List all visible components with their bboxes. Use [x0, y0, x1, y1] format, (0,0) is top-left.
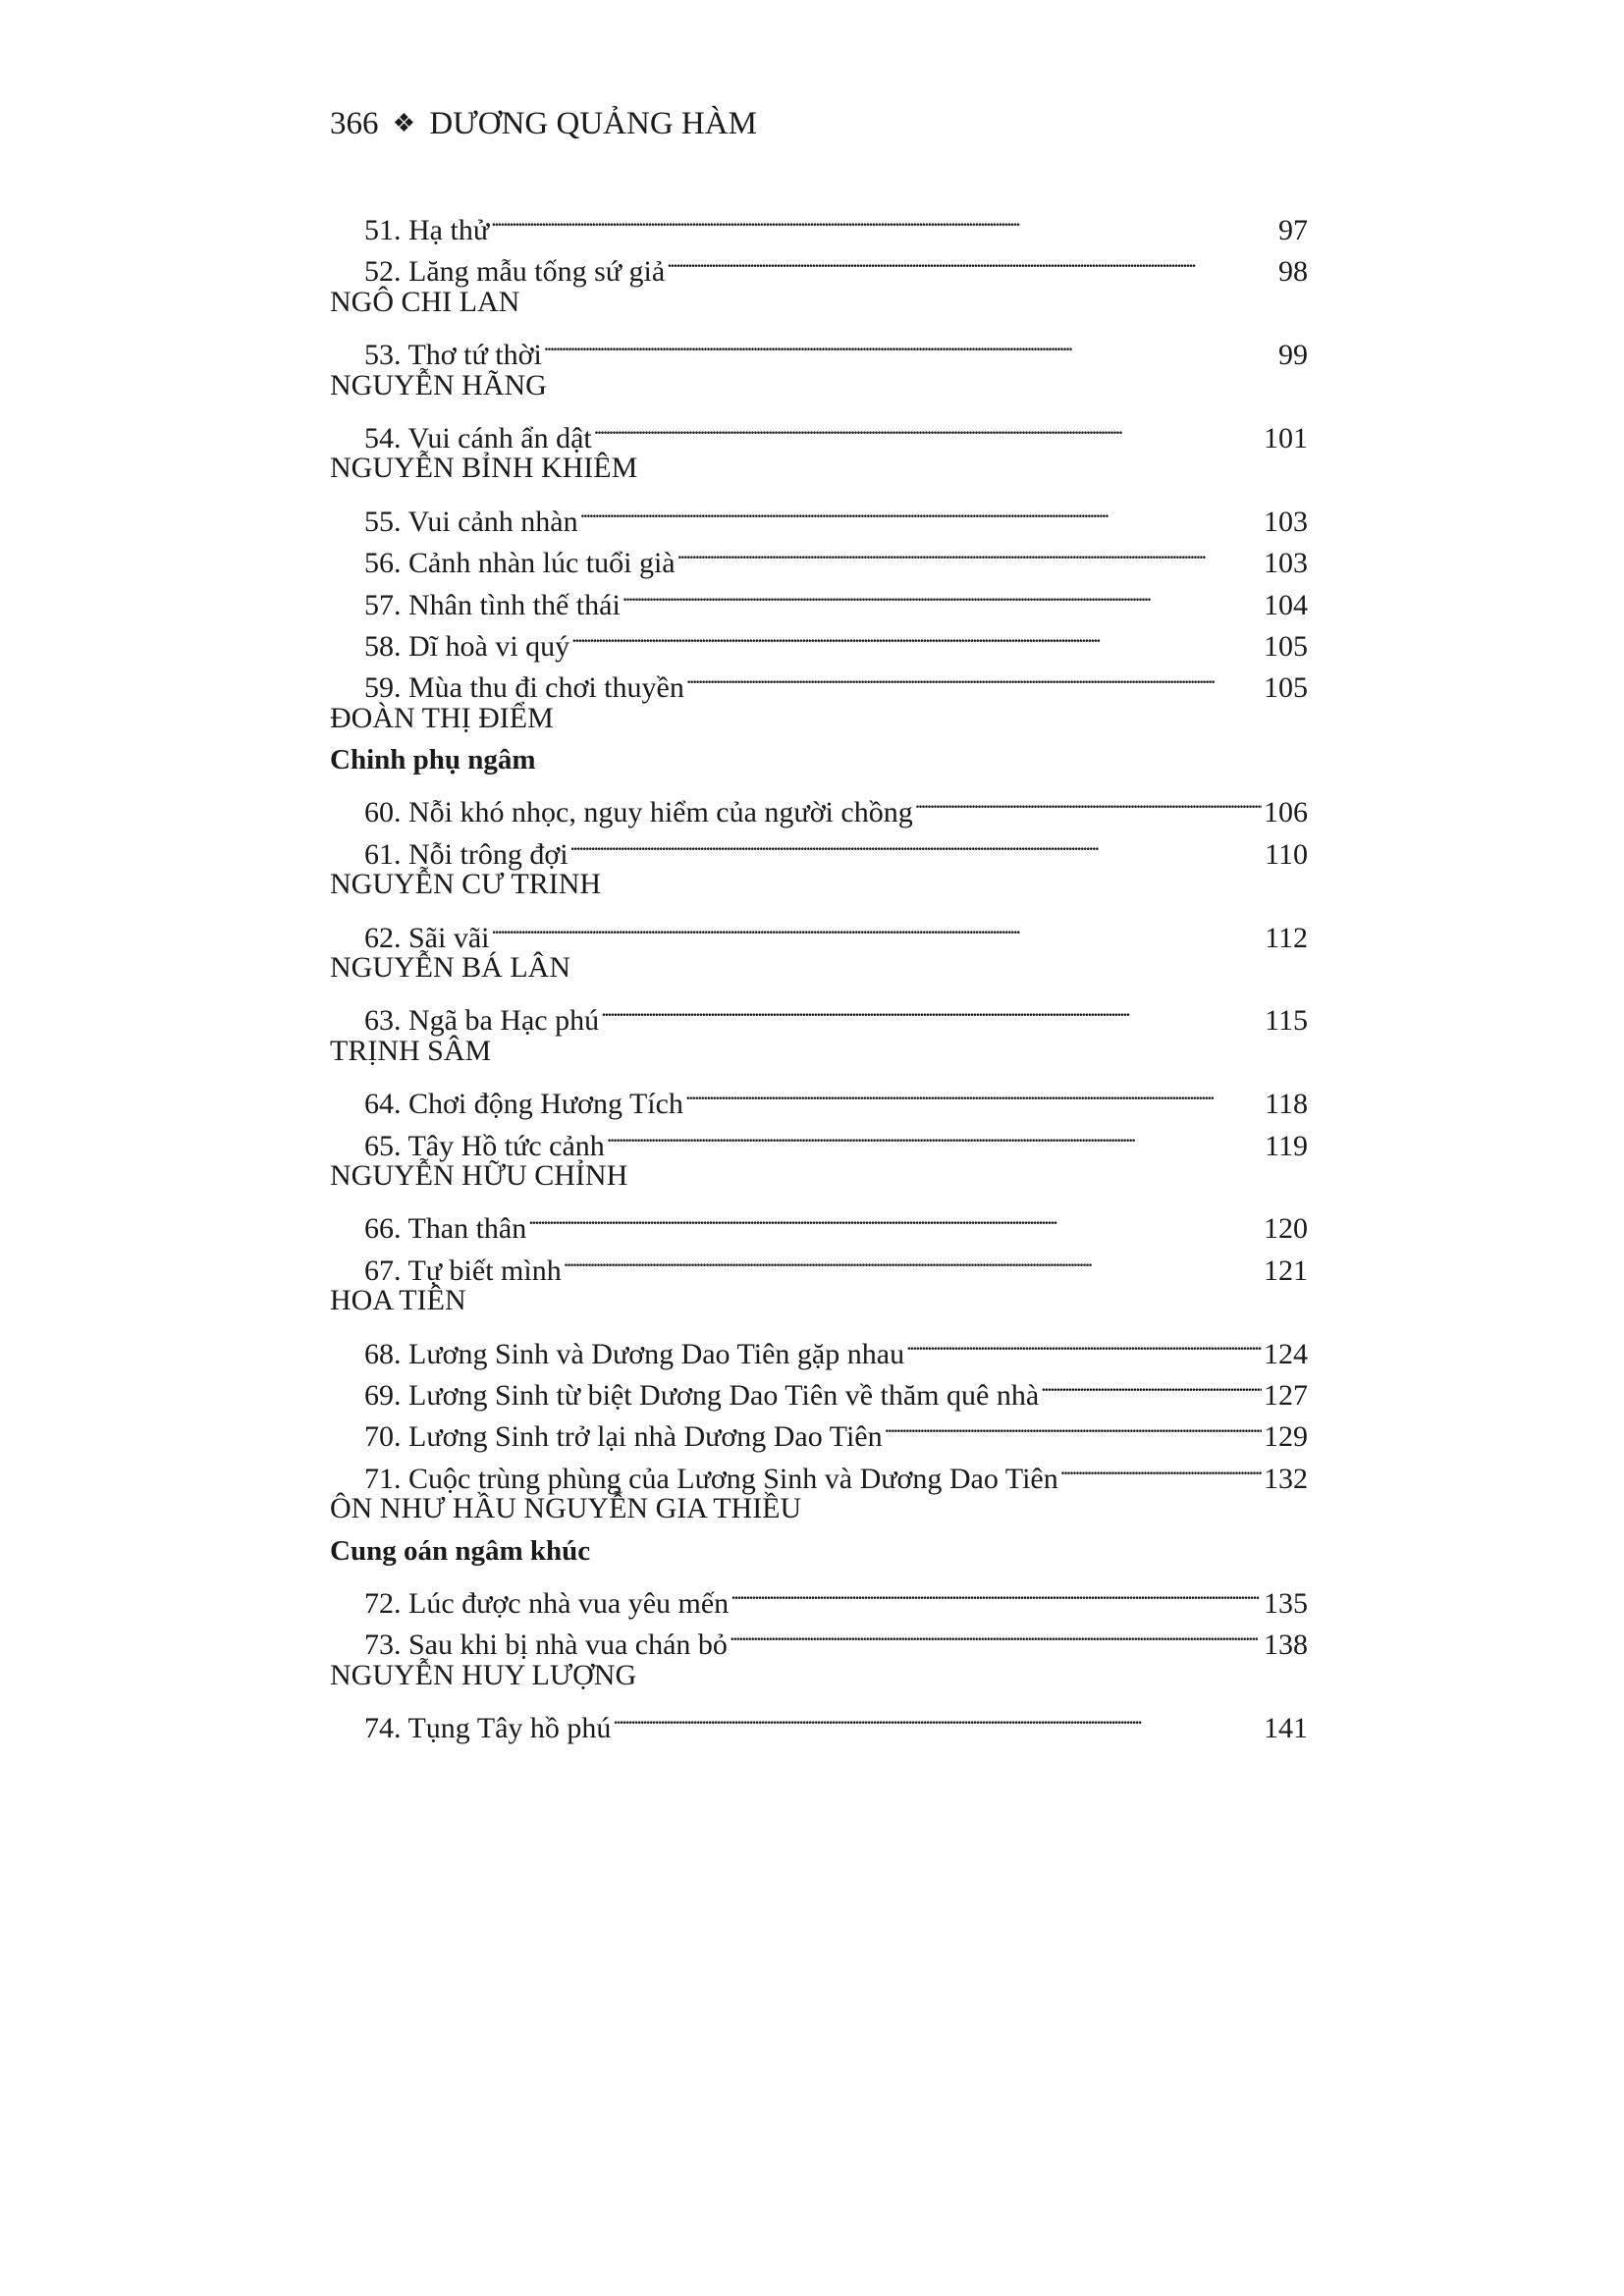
- toc-entry-page: 129: [1264, 1420, 1308, 1454]
- toc-entry: [330, 656, 1308, 705]
- toc-entry-page: 97: [1278, 214, 1308, 246]
- dot-leader: [730, 1613, 1262, 1654]
- toc-author-heading: HOA TIÊN: [330, 1284, 466, 1317]
- toc-entry-title: 63. Ngã ba Hạc phú: [364, 1004, 600, 1038]
- diamond-separator-icon: ❖: [392, 109, 416, 137]
- toc-author-heading: NGÔ CHI LAN: [330, 285, 520, 318]
- toc-entry-page: 120: [1264, 1212, 1308, 1246]
- toc-author-heading: NGUYỄN HÃNG: [330, 368, 547, 401]
- page-number: 366: [330, 106, 379, 141]
- toc-entry: [330, 1447, 1308, 1495]
- toc-entry: [330, 614, 1308, 663]
- toc-entry: [330, 1114, 1308, 1162]
- toc-entry-title: 66. Than thân: [364, 1212, 527, 1246]
- dot-leader: [491, 198, 1276, 240]
- toc-entry-title: 70. Lương Sinh trở lại nhà Dương Dao Tiên: [364, 1420, 883, 1454]
- toc-author-heading: TRỊNH SÂM: [330, 1034, 492, 1067]
- toc-entry-title: 74. Tụng Tây hồ phú: [364, 1712, 612, 1745]
- toc-entry: [330, 1197, 1308, 1246]
- toc-entry-title: 58. Dĩ hoà vi quý: [364, 629, 570, 663]
- toc-author-heading: NGUYỄN BÁ LÂN: [330, 951, 570, 985]
- toc-entry-title: 71. Cuộc trùng phùng của Lương Sinh và Dương Dao Tiên: [364, 1462, 1058, 1495]
- toc-entry-page: 98: [1278, 255, 1308, 289]
- dot-leader: [885, 1405, 1262, 1446]
- toc-entry-page: 124: [1264, 1337, 1308, 1370]
- toc-entry-page: 121: [1264, 1254, 1308, 1287]
- toc-entry-page: 105: [1264, 671, 1308, 705]
- toc-entry-title: 56. Cảnh nhàn lúc tuổi già: [364, 547, 676, 580]
- dot-leader: [1060, 1447, 1262, 1488]
- dot-leader: [906, 1322, 1262, 1363]
- toc-entry-title: 69. Lương Sinh từ biệt Dương Dao Tiên về thăm quê nhà: [364, 1378, 1040, 1412]
- toc-entry: [330, 906, 1308, 954]
- toc-entry-page: 104: [1264, 588, 1308, 621]
- toc-author-heading: NGUYỄN CƯ TRINH: [330, 868, 602, 901]
- toc-entry: [330, 406, 1308, 454]
- dot-leader: [731, 1572, 1262, 1613]
- toc-entry-page: 110: [1265, 837, 1308, 871]
- dot-leader: [571, 614, 1262, 656]
- dot-leader: [667, 240, 1276, 281]
- toc-entry: [330, 490, 1308, 538]
- running-header-author: DƯƠNG QUẢNG HÀM: [429, 106, 757, 141]
- toc-entry-title: 55. Vui cảnh nhàn: [364, 505, 578, 538]
- toc-entry: [330, 240, 1308, 289]
- toc-entry: [330, 1072, 1308, 1121]
- dot-leader: [686, 656, 1262, 697]
- dot-leader: [607, 1114, 1263, 1155]
- toc-entry-title: 72. Lúc được nhà vua yêu mến: [364, 1586, 730, 1620]
- toc-entry-page: 119: [1265, 1129, 1308, 1162]
- running-header: [330, 98, 757, 151]
- toc-entry-page: 106: [1264, 796, 1308, 829]
- dot-leader: [601, 988, 1263, 1030]
- toc-entry: [330, 1239, 1308, 1287]
- toc-entry-page: 99: [1278, 339, 1308, 372]
- toc-author-heading: ÔN NHƯ HẦU NGUYỄN GIA THIỀU: [330, 1492, 802, 1525]
- toc-entry: [330, 531, 1308, 580]
- dot-leader: [492, 906, 1264, 947]
- dot-leader: [677, 531, 1262, 572]
- dot-leader: [1041, 1363, 1262, 1405]
- dot-leader: [623, 573, 1262, 614]
- dot-leader: [613, 1696, 1262, 1737]
- toc-entry-title: 73. Sau khi bị nhà vua chán bỏ: [364, 1629, 728, 1662]
- toc-entry-page: 115: [1265, 1004, 1308, 1038]
- dot-leader: [915, 780, 1262, 822]
- toc-entry: [330, 1363, 1308, 1412]
- toc-entry: [330, 1322, 1308, 1370]
- toc-author-heading: NGUYỄN HUY LƯỢNG: [330, 1658, 637, 1691]
- toc-entry: [330, 823, 1308, 871]
- toc-entry-title: 54. Vui cánh ẩn dật: [364, 421, 592, 454]
- toc-entry-title: 59. Mùa thu đi chơi thuyền: [364, 671, 684, 705]
- toc-entry-title: 60. Nỗi khó nhọc, nguy hiểm của người chồng: [364, 796, 913, 829]
- toc-entry-page: 127: [1264, 1378, 1308, 1412]
- toc-entry-page: 105: [1264, 629, 1308, 663]
- toc-entry-page: 118: [1265, 1088, 1308, 1121]
- toc-entry-title: 53. Thơ tứ thời: [364, 339, 542, 372]
- toc-entry-title: 61. Nỗi trông đợi: [364, 837, 568, 871]
- toc-entry-page: 112: [1265, 921, 1308, 954]
- dot-leader: [544, 323, 1276, 364]
- toc-entry-title: 64. Chơi động Hương Tích: [364, 1088, 683, 1121]
- toc-entry: [330, 1405, 1308, 1454]
- toc-author-heading: ĐOÀN THỊ ĐIỂM: [330, 701, 554, 734]
- toc-section-heading: Chinh phụ ngâm: [330, 744, 536, 776]
- toc-author-heading: NGUYỄN HỮU CHỈNH: [330, 1158, 628, 1192]
- toc-entry-page: 103: [1264, 505, 1308, 538]
- toc-entry-title: 51. Hạ thử: [364, 214, 490, 246]
- toc-entry-title: 65. Tây Hồ tức cảnh: [364, 1129, 605, 1162]
- toc-entry: [330, 323, 1308, 372]
- dot-leader: [580, 490, 1262, 531]
- toc-entry: [330, 1696, 1308, 1745]
- toc-entry-page: 101: [1264, 421, 1308, 454]
- toc-entry-title: 67. Tự biết mình: [364, 1254, 562, 1287]
- toc-entry: [330, 1572, 1308, 1620]
- toc-entry: [330, 1613, 1308, 1662]
- toc-entry-page: 141: [1264, 1712, 1308, 1745]
- toc-author-heading: NGUYỄN BỈNH KHIÊM: [330, 452, 638, 485]
- toc-entry-page: 103: [1264, 547, 1308, 580]
- toc-entry-title: 52. Lăng mẫu tống sứ giả: [364, 255, 666, 289]
- toc-section-heading: Cung oán ngâm khúc: [330, 1534, 591, 1567]
- toc-entry: [330, 988, 1308, 1038]
- toc-entry-page: 135: [1264, 1586, 1308, 1620]
- toc-entry: [330, 780, 1308, 829]
- toc-entry: [330, 198, 1308, 246]
- dot-leader: [564, 1239, 1262, 1280]
- toc-entry-title: 62. Sãi vãi: [364, 921, 490, 954]
- dot-leader: [685, 1072, 1263, 1113]
- dot-leader: [528, 1197, 1262, 1238]
- toc-entry-title: 57. Nhân tình thế thái: [364, 588, 621, 621]
- dot-leader: [570, 823, 1264, 864]
- toc-entry-page: 138: [1264, 1629, 1308, 1662]
- dot-leader: [594, 406, 1262, 448]
- toc-entry: [330, 573, 1308, 621]
- toc-entry-title: 68. Lương Sinh và Dương Dao Tiên gặp nhau: [364, 1337, 905, 1370]
- table-of-contents: [330, 198, 1308, 1745]
- toc-entry-page: 132: [1264, 1462, 1308, 1495]
